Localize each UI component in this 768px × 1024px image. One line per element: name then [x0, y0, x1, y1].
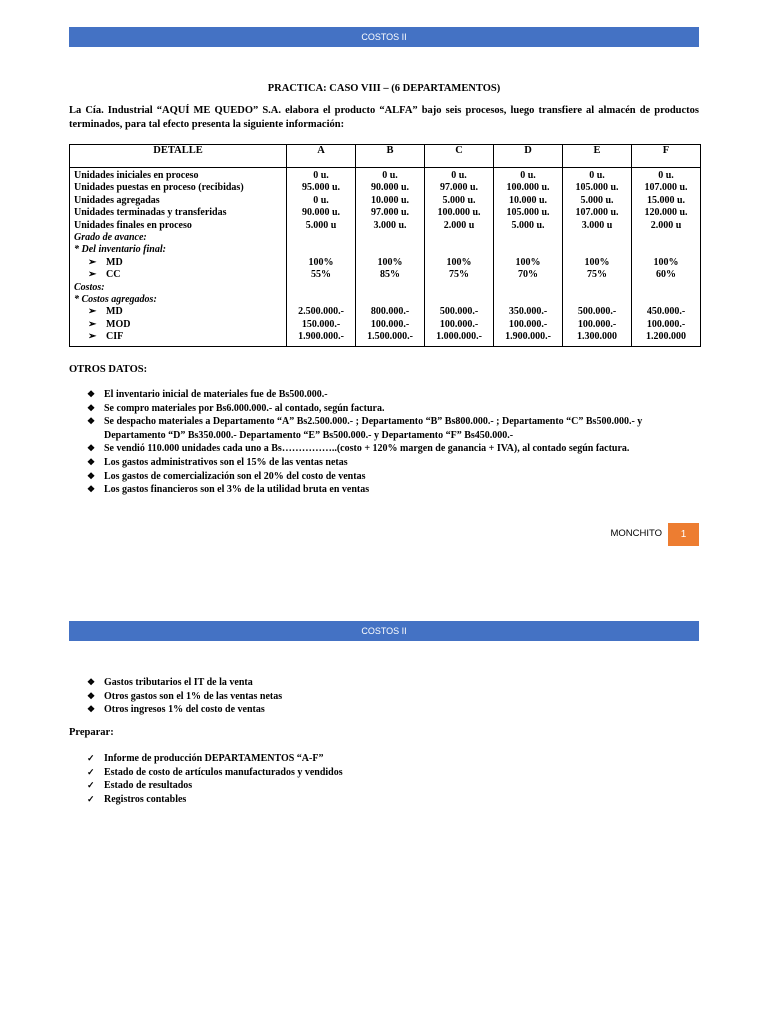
table-cell: [287, 294, 355, 306]
list-item: [87, 388, 699, 402]
list-item: [87, 676, 699, 690]
table-cell: 100.000 u.: [437, 207, 481, 219]
table-cell: [494, 232, 562, 244]
column-header: F: [632, 145, 701, 168]
page-header-bar: [69, 621, 699, 641]
table-cell: 75%: [449, 269, 469, 281]
table-cell: 70%: [518, 269, 538, 281]
row-label-text: CIF: [106, 331, 124, 343]
list-item-text: Estado de resultados: [104, 780, 193, 792]
otros-datos-heading: OTROS DATOS:: [69, 364, 148, 375]
arrowhead-icon: ➢: [88, 306, 97, 318]
list-item-text: El inventario inicial de materiales fue de Bs500.000.-: [104, 389, 328, 400]
table-cell: 0 u.: [313, 170, 329, 181]
row-label-text: MOD: [106, 318, 131, 330]
row-label: [70, 269, 286, 281]
table-cell: 0 u.: [313, 194, 329, 206]
table-cell: 150.000.-: [301, 318, 341, 330]
row-label: Unidades agregadas: [74, 194, 160, 206]
table-header-row: [70, 145, 701, 168]
table-cell: 107.000 u.: [575, 207, 619, 219]
table-cell: [494, 282, 562, 294]
row-label: [70, 306, 286, 318]
additional-data-list: [87, 676, 699, 717]
row-label: Unidades terminadas y transferidas: [74, 207, 227, 219]
table-cell: 0 u.: [589, 170, 605, 181]
row-label: * Costos agregados:: [74, 294, 157, 306]
table-cell: 2.000 u: [650, 219, 682, 231]
list-item-text: Estado de costo de artículos manufacturados y vendidos: [104, 766, 343, 778]
row-label: Unidades finales en proceso: [74, 219, 192, 231]
table-cell: 100.000.-: [439, 318, 479, 330]
list-item-text: Los gastos administrativos son el 15% de las ventas netas: [104, 456, 348, 468]
table-cell: 800.000.-: [370, 306, 410, 318]
table-cell: 0 u.: [658, 170, 674, 181]
department-data-table: [69, 144, 701, 347]
diamond-bullet-icon: ❖: [87, 456, 96, 467]
table-cell: [287, 282, 355, 294]
preparar-heading: Preparar:: [69, 727, 114, 738]
column-header: B: [356, 145, 425, 168]
table-cell: [425, 232, 493, 244]
list-item-text: Otros gastos son el 1% de las ventas netas: [104, 690, 283, 702]
department-c-column: [425, 168, 494, 347]
table-cell: 120.000 u.: [644, 207, 688, 219]
table-cell: 107.000 u.: [644, 182, 688, 194]
table-cell: 100.000.-: [577, 318, 617, 330]
table-cell: [563, 244, 631, 256]
table-cell: 0 u.: [382, 170, 398, 181]
intro-paragraph: La Cía. Industrial “AQUÍ ME QUEDO” S.A. elabora el producto “ALFA” bajo seis procesos, luego transfiere al almacén de productos terminados, para tal efecto presenta la siguiente información:: [69, 105, 699, 130]
table-cell: [356, 294, 424, 306]
table-cell: 5.000 u.: [580, 194, 614, 206]
detail-column: [70, 168, 287, 347]
table-cell: 2.500.000.-: [298, 306, 344, 318]
list-item: [87, 470, 699, 484]
table-cell: 500.000.-: [439, 306, 479, 318]
row-label-text: MD: [106, 256, 123, 268]
table-cell: 10.000 u.: [370, 194, 410, 206]
table-cell: 0 u.: [520, 170, 536, 181]
arrowhead-icon: ➢: [88, 318, 97, 330]
table-cell: [356, 282, 424, 294]
list-item-text: Los gastos de comercialización son el 20% del costo de ventas: [104, 470, 366, 482]
table-cell: 100.000.-: [646, 318, 686, 330]
table-cell: 100.000.-: [370, 318, 410, 330]
row-label-text: CC: [106, 269, 121, 281]
table-cell: 5.000 u.: [511, 219, 545, 231]
row-label: [70, 319, 286, 331]
table-cell: 100%: [584, 256, 610, 268]
list-item: [87, 415, 699, 442]
table-cell: [287, 232, 355, 244]
row-label: Grado de avance:: [74, 232, 147, 244]
list-item: [87, 442, 699, 456]
table-body-row: [70, 168, 701, 347]
diamond-bullet-icon: ❖: [87, 484, 96, 495]
column-header: E: [563, 145, 632, 168]
table-cell: 95.000 u.: [301, 182, 341, 194]
table-cell: 1.200.000: [646, 331, 686, 343]
department-e-column: [563, 168, 632, 347]
department-b-column: [356, 168, 425, 347]
list-item: [87, 766, 699, 780]
table-cell: 100%: [377, 256, 403, 268]
table-cell: 97.000 u.: [370, 207, 410, 219]
list-item-text: Gastos tributarios el IT de la venta: [104, 677, 253, 688]
table-cell: 5.000 u.: [442, 194, 476, 206]
diamond-bullet-icon: ❖: [87, 690, 96, 701]
header-label: COSTOS II: [361, 32, 407, 42]
row-label: Unidades iniciales en proceso: [74, 170, 199, 181]
table-cell: [632, 282, 700, 294]
table-cell: 100%: [308, 256, 334, 268]
list-item-text: Se compro materiales por Bs6.000.000.- al contado, según factura.: [104, 402, 385, 414]
table-cell: [425, 294, 493, 306]
table-cell: 1.500.000.-: [367, 331, 413, 343]
table-cell: [563, 232, 631, 244]
arrowhead-icon: ➢: [88, 256, 97, 268]
table-cell: [563, 282, 631, 294]
list-item: [87, 703, 699, 717]
department-a-column: [287, 168, 356, 347]
department-f-column: [632, 168, 701, 347]
column-header: A: [287, 145, 356, 168]
row-label: Costos:: [74, 281, 105, 293]
table-cell: 350.000.-: [508, 306, 548, 318]
table-cell: 10.000 u.: [508, 194, 548, 206]
row-label: [70, 257, 286, 269]
preparar-list: [87, 752, 699, 806]
table-cell: 450.000.-: [646, 306, 686, 318]
check-icon: ✓: [87, 753, 95, 763]
table-cell: 60%: [656, 269, 676, 281]
table-cell: 3.000 u: [581, 219, 613, 231]
page-number-badge: 1: [668, 523, 699, 546]
diamond-bullet-icon: ❖: [87, 470, 96, 481]
table-cell: 100.000.-: [508, 318, 548, 330]
arrowhead-icon: ➢: [88, 331, 97, 343]
table-cell: 1.300.000: [577, 331, 617, 343]
table-cell: [632, 232, 700, 244]
diamond-bullet-icon: ❖: [87, 416, 96, 427]
table-cell: 55%: [311, 269, 331, 281]
diamond-bullet-icon: ❖: [87, 389, 96, 399]
table-cell: [356, 244, 424, 256]
table-cell: [494, 244, 562, 256]
diamond-bullet-icon: ❖: [87, 402, 96, 413]
list-item-text: Los gastos financieros son el 3% de la utilidad bruta en ventas: [104, 484, 370, 496]
list-item: [87, 690, 699, 704]
table-cell: 100%: [515, 256, 541, 268]
department-d-column: [494, 168, 563, 347]
table-cell: [632, 294, 700, 306]
table-cell: 15.000 u.: [646, 194, 686, 206]
table-cell: [425, 244, 493, 256]
table-cell: 1.900.000.-: [298, 331, 344, 343]
page-header-bar: [69, 27, 699, 47]
table-cell: 100%: [446, 256, 472, 268]
table-cell: 0 u.: [451, 170, 467, 181]
check-icon: ✓: [87, 766, 95, 777]
table-cell: 97.000 u.: [439, 182, 479, 194]
table-cell: 105.000 u.: [575, 182, 619, 194]
list-item-text: Informe de producción DEPARTAMENTOS “A-F”: [104, 753, 324, 764]
table-cell: [425, 282, 493, 294]
table-cell: 85%: [380, 269, 400, 281]
table-cell: 105.000 u.: [506, 207, 550, 219]
table-cell: 3.000 u.: [373, 219, 407, 231]
row-label: Unidades puestas en proceso (recibidas): [74, 182, 244, 194]
diamond-bullet-icon: ❖: [87, 677, 96, 687]
column-header: D: [494, 145, 563, 168]
table-cell: 1.000.000.-: [436, 331, 482, 343]
list-item-text: Otros ingresos 1% del costo de ventas: [104, 704, 265, 716]
row-label-text: MD: [106, 306, 123, 318]
diamond-bullet-icon: ❖: [87, 443, 96, 454]
footer-author: MONCHITO: [610, 528, 662, 539]
list-item-text: Se vendió 110.000 unidades cada uno a Bs……………..(costo + 120% margen de ganancia + IVA), al contado según factura.: [104, 443, 630, 455]
column-header: C: [425, 145, 494, 168]
list-item: [87, 483, 699, 497]
list-item: [87, 402, 699, 416]
table-cell: 75%: [587, 269, 607, 281]
row-label: [70, 331, 286, 343]
practice-title: PRACTICA: CASO VIII – (6 DEPARTAMENTOS): [267, 83, 501, 94]
header-label: COSTOS II: [361, 626, 407, 636]
check-icon: ✓: [87, 780, 95, 791]
column-header: DETALLE: [70, 145, 287, 168]
table-cell: [494, 294, 562, 306]
table-cell: 100.000 u.: [506, 182, 550, 194]
table-cell: [632, 244, 700, 256]
table-cell: [356, 232, 424, 244]
list-item: [87, 752, 699, 766]
list-item: [87, 779, 699, 793]
table-cell: 500.000.-: [577, 306, 617, 318]
table-cell: 100%: [653, 256, 679, 268]
table-cell: 90.000 u.: [301, 207, 341, 219]
diamond-bullet-icon: ❖: [87, 704, 96, 715]
table-cell: [563, 294, 631, 306]
list-item-text: Registros contables: [104, 793, 187, 805]
list-item: [87, 793, 699, 807]
table-cell: 1.900.000.-: [505, 331, 551, 343]
table-cell: 5.000 u: [305, 219, 337, 231]
list-item: [87, 456, 699, 470]
row-label: * Del inventario final:: [74, 244, 166, 256]
list-item-text: Se despacho materiales a Departamento “A” Bs2.500.000.- ; Departamento “B” Bs800.000.- ; Departamento “C” Bs500.000.- y Departamento “D” Bs350.000.- Departamento “E” Bs500.000.- y Departamento “F” Bs450.000.-: [104, 416, 643, 441]
otros-datos-list: [87, 388, 699, 497]
table-cell: 90.000 u.: [370, 182, 410, 194]
arrowhead-icon: ➢: [88, 269, 97, 281]
check-icon: ✓: [87, 793, 95, 804]
table-cell: 2.000 u: [443, 219, 475, 231]
table-cell: [287, 244, 355, 256]
